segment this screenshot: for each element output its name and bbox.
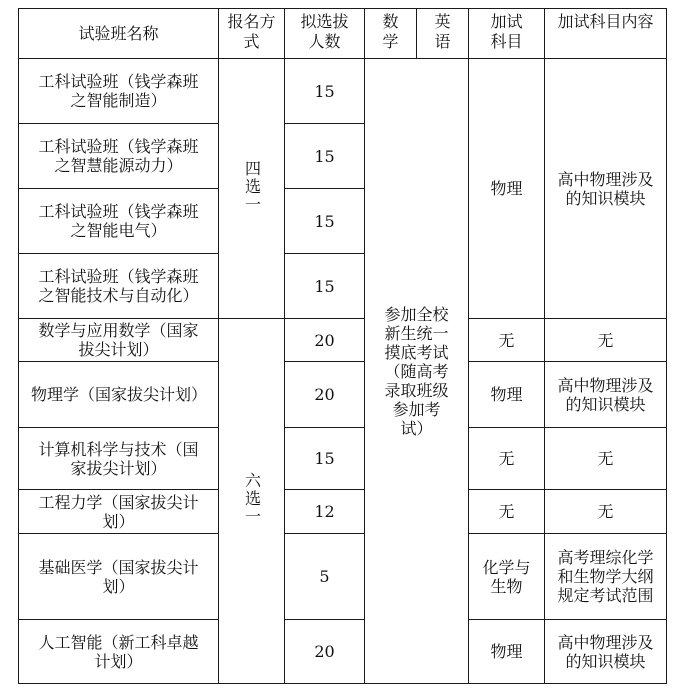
extra-content: 高中物理涉及的知识模块 [545, 362, 667, 428]
plan-count: 12 [285, 490, 365, 534]
header-name: 试验班名称 [19, 9, 219, 59]
extra-subject: 物理 [469, 59, 545, 319]
program-name: 人工智能（新工科卓越计划） [19, 620, 219, 684]
program-name: 工科试验班（钱学森班之智能电气） [19, 189, 219, 254]
extra-content: 高中物理涉及的知识模块 [545, 59, 667, 319]
table-row [19, 620, 667, 684]
plan-count: 15 [285, 428, 365, 490]
math-english-requirement: 参加全校新生统一摸底考试（随高考录取班级参加考试） [365, 59, 469, 684]
table-row [19, 490, 667, 534]
extra-content: 无 [545, 319, 667, 362]
table-row [19, 59, 667, 124]
table-row [19, 319, 667, 362]
extra-content: 高考理综化学和生物学大纲规定考试范围 [545, 534, 667, 620]
plan-count: 20 [285, 620, 365, 684]
extra-subject: 无 [469, 490, 545, 534]
extra-subject: 无 [469, 428, 545, 490]
program-name: 物理学（国家拔尖计划） [19, 362, 219, 428]
extra-content: 无 [545, 490, 667, 534]
group-method [219, 319, 285, 684]
extra-subject: 物理 [469, 620, 545, 684]
extra-subject: 物理 [469, 362, 545, 428]
program-name: 数学与应用数学（国家拔尖计划） [19, 319, 219, 362]
admission-table-container [18, 8, 667, 684]
extra-subject: 化学与生物 [469, 534, 545, 620]
program-name: 工科试验班（钱学森班之智慧能源动力） [19, 124, 219, 189]
header-row [19, 9, 667, 59]
group-method [219, 59, 285, 319]
table-row [19, 428, 667, 490]
header-extra-subject: 加试科目 [469, 9, 545, 59]
header-plan: 拟选拔人数 [285, 9, 365, 59]
program-name: 工程力学（国家拔尖计划） [19, 490, 219, 534]
plan-count: 15 [285, 189, 365, 254]
header-english: 英语 [417, 9, 469, 59]
plan-count: 5 [285, 534, 365, 620]
plan-count: 15 [285, 124, 365, 189]
program-name: 基础医学（国家拔尖计划） [19, 534, 219, 620]
program-name: 工科试验班（钱学森班之智能制造） [19, 59, 219, 124]
plan-count: 15 [285, 59, 365, 124]
header-method: 报名方式 [219, 9, 285, 59]
extra-subject: 无 [469, 319, 545, 362]
extra-content: 无 [545, 428, 667, 490]
program-name: 计算机科学与技术（国家拔尖计划） [19, 428, 219, 490]
admission-table [18, 8, 667, 684]
plan-count: 20 [285, 362, 365, 428]
group-method-label: 六选一 [242, 472, 262, 526]
plan-count: 20 [285, 319, 365, 362]
extra-content: 高中物理涉及的知识模块 [545, 620, 667, 684]
plan-count: 15 [285, 254, 365, 319]
table-row [19, 362, 667, 428]
group-method-label: 四选一 [242, 159, 262, 214]
program-name: 工科试验班（钱学森班之智能技术与自动化） [19, 254, 219, 319]
table-row [19, 534, 667, 620]
header-extra-content: 加试科目内容 [545, 9, 667, 59]
header-math: 数学 [365, 9, 417, 59]
